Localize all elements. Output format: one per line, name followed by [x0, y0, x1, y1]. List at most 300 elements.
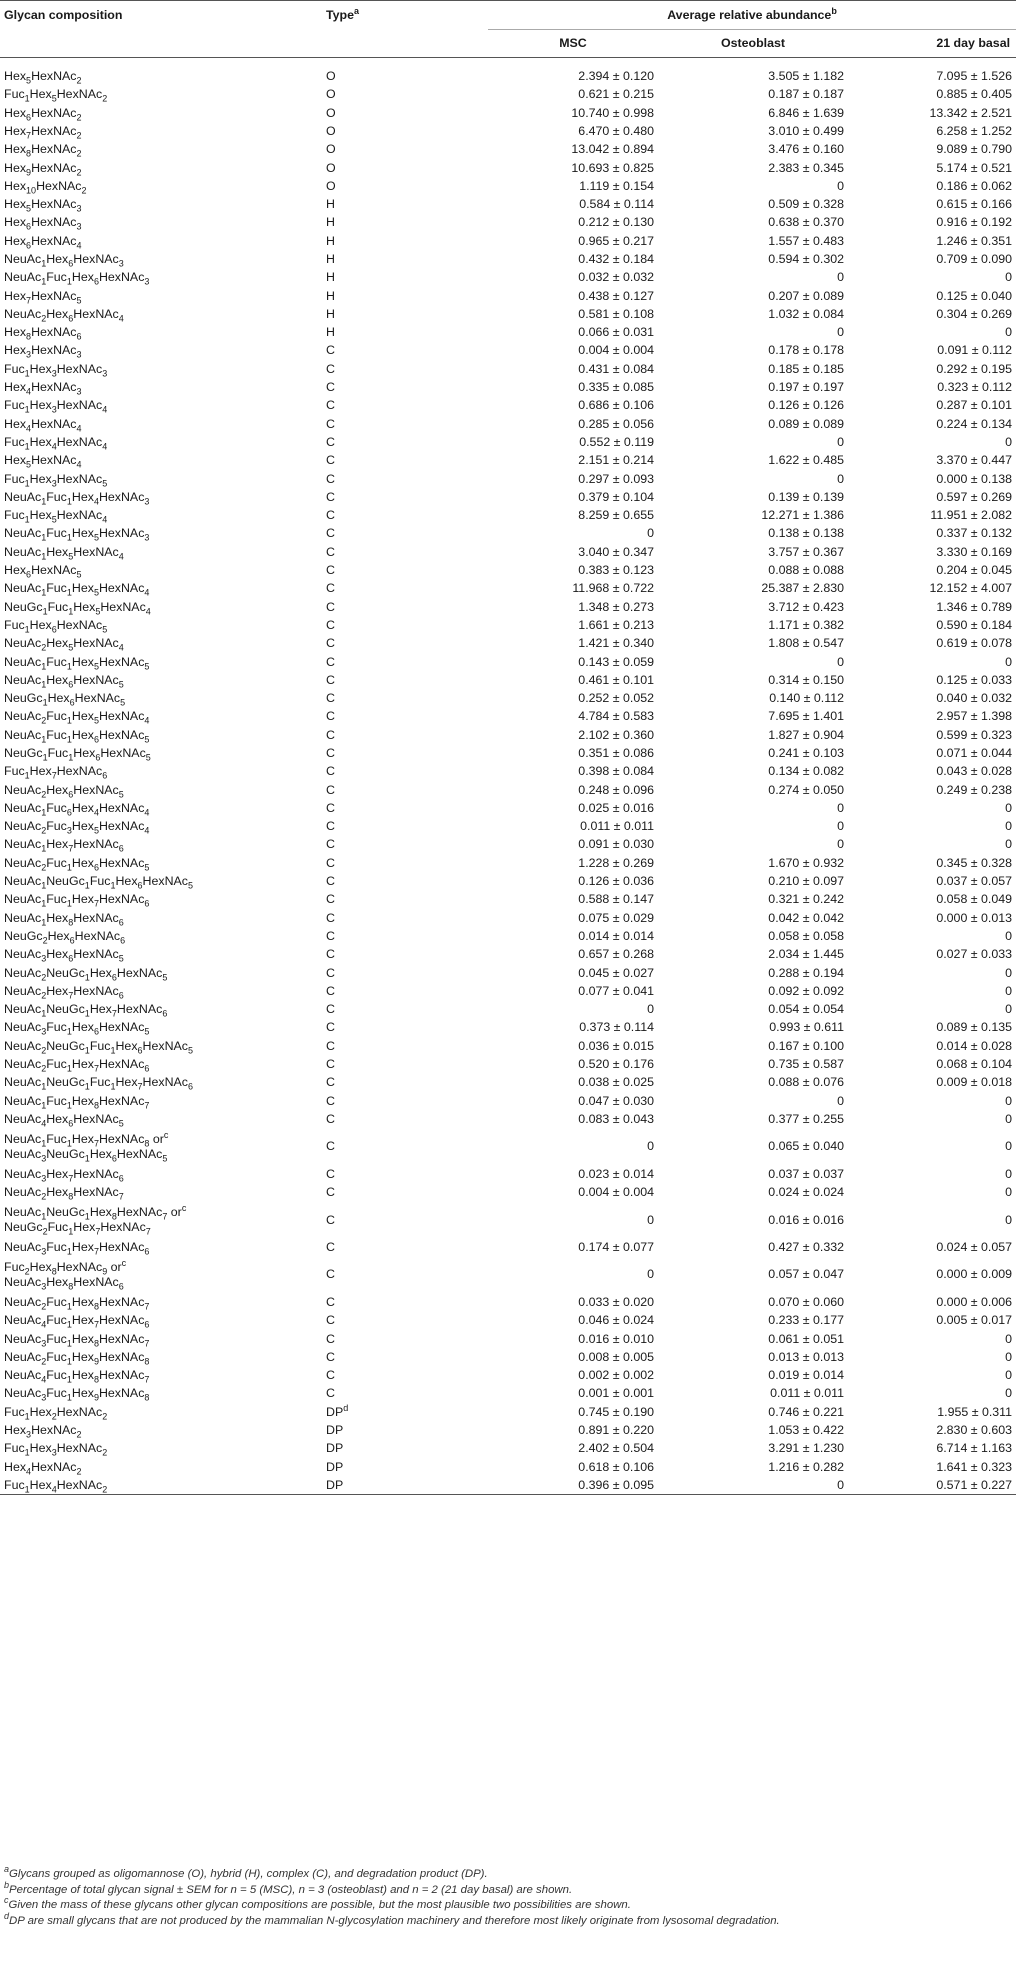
type-value: C: [326, 1038, 335, 1053]
cell-composition: [0, 1403, 322, 1421]
monosaccharide: Fuc: [4, 1260, 25, 1275]
table-row: [0, 909, 1016, 927]
composition-line: [4, 361, 108, 379]
composition-line: [4, 1166, 124, 1184]
cell-msc: 0.004 ± 0.004: [578, 1185, 654, 1200]
composition-line: [4, 288, 82, 306]
monosaccharide: Hex: [71, 1057, 94, 1072]
cell-msc: 8.259 ± 0.655: [578, 508, 654, 523]
monosaccharide-count: 5: [76, 295, 82, 306]
monosaccharide-count: 6: [118, 1281, 124, 1292]
monosaccharide-count: 4: [102, 404, 108, 415]
cell-osteoblast: 0.126 ± 0.126: [768, 398, 844, 413]
monosaccharide-count: 1: [66, 1026, 72, 1037]
monosaccharide: HexNAc: [100, 1219, 146, 1234]
monosaccharide: Fuc: [4, 1404, 25, 1419]
cell-osteoblast: 0: [837, 837, 844, 852]
monosaccharide-count: 6: [118, 843, 124, 854]
cell-osteoblast: 0.024 ± 0.024: [768, 1185, 844, 1200]
type-value: H: [326, 325, 335, 340]
footnote-marker: d: [4, 1910, 10, 1921]
monosaccharide-count: 2: [41, 862, 47, 873]
monosaccharide-count: 6: [137, 880, 143, 891]
type-value: O: [326, 178, 336, 193]
cell-type: [322, 250, 488, 268]
cell-composition: [0, 213, 322, 231]
monosaccharide-count: 1: [110, 880, 116, 891]
type-value: C: [326, 1368, 335, 1383]
cell-osteoblast: 0: [837, 178, 844, 193]
composition-line: [4, 215, 82, 232]
table-row: [0, 305, 1016, 323]
table-row: [0, 195, 1016, 213]
type-value: C: [326, 1020, 335, 1035]
cell-21-day-basal: 3.370 ± 0.447: [936, 453, 1013, 468]
cell-type: [322, 982, 488, 1000]
monosaccharide: Hex: [29, 508, 52, 523]
monosaccharide: Hex: [71, 892, 94, 907]
cell-osteoblast: 0.321 ± 0.242: [768, 892, 844, 907]
cell-type: [322, 195, 488, 213]
type-value: C: [326, 1093, 335, 1108]
monosaccharide-count: 4: [144, 587, 150, 598]
monosaccharide: Hex: [71, 819, 94, 834]
cell-msc: 0.014 ± 0.014: [578, 928, 654, 943]
table-row: [0, 1092, 1016, 1110]
monosaccharide: Hex: [47, 691, 70, 706]
monosaccharide-count: 7: [93, 1138, 99, 1149]
monosaccharide-count: 1: [66, 1319, 72, 1330]
cell-msc: 0.045 ± 0.027: [578, 965, 654, 980]
cell-composition: [0, 890, 322, 908]
composition-line: [4, 197, 82, 214]
cell-osteoblast: 0: [837, 819, 844, 834]
cell-type: [322, 213, 488, 231]
monosaccharide: HexNAc: [142, 1075, 188, 1090]
monosaccharide-count: 6: [144, 1246, 150, 1257]
monosaccharide-count: 1: [41, 1138, 47, 1149]
monosaccharide-count: 1: [66, 862, 72, 873]
cell-osteoblast: 1.216 ± 0.282: [768, 1459, 844, 1474]
type-value: C: [326, 1166, 335, 1181]
monosaccharide-count: 3: [51, 368, 57, 379]
cell-composition: [0, 872, 322, 890]
type-value: C: [326, 471, 335, 486]
monosaccharide-count: 6: [120, 935, 126, 946]
monosaccharide-count: 9: [93, 1356, 99, 1367]
cell-21-day-basal: 0: [1005, 837, 1013, 852]
table-row: [0, 1348, 1016, 1366]
cell-21-day-basal: 0.249 ± 0.238: [936, 782, 1013, 797]
cell-msc: 0.033 ± 0.020: [578, 1294, 654, 1309]
monosaccharide-count: 2: [41, 789, 47, 800]
cell-msc: 0.432 ± 0.184: [578, 251, 654, 266]
monosaccharide: NeuAc: [4, 874, 42, 889]
monosaccharide: NeuAc: [4, 654, 42, 669]
cell-type: [322, 726, 488, 744]
cell-msc: 0.011 ± 0.011: [580, 819, 654, 834]
type-value: C: [326, 965, 335, 980]
cell-type: [322, 835, 488, 853]
cell-composition: [0, 1366, 322, 1384]
composition-line: [4, 1057, 150, 1074]
composition-footnote: c: [121, 1258, 127, 1269]
type-value: O: [326, 87, 336, 102]
monosaccharide-count: 3: [76, 221, 82, 232]
type-value: C: [326, 453, 335, 468]
table-row: [0, 85, 1016, 103]
cell-composition: [0, 744, 322, 762]
table-row: [0, 1476, 1016, 1495]
monosaccharide-count: 9: [26, 166, 32, 177]
cell-msc: 0.008 ± 0.005: [578, 1349, 654, 1364]
monosaccharide-count: 6: [68, 258, 74, 269]
monosaccharide-count: 5: [26, 459, 32, 470]
cell-osteoblast: 1.557 ± 0.483: [768, 233, 844, 248]
cell-composition: [0, 634, 322, 652]
cell-composition: [0, 909, 322, 927]
cell-type: [322, 1476, 488, 1495]
monosaccharide: NeuAc: [4, 837, 42, 852]
monosaccharide-count: 6: [68, 953, 74, 964]
cell-composition: [0, 1348, 322, 1366]
monosaccharide: NeuAc: [4, 1294, 42, 1309]
monosaccharide: Hex: [73, 599, 96, 614]
cell-composition: [0, 781, 322, 799]
monosaccharide-count: 8: [26, 148, 32, 159]
cell-composition: [0, 616, 322, 634]
monosaccharide-count: 5: [93, 660, 99, 671]
monosaccharide: Fuc: [46, 654, 67, 669]
header-spacer: [322, 30, 488, 58]
monosaccharide: HexNAc: [98, 1020, 145, 1035]
type-value: C: [326, 1212, 335, 1227]
monosaccharide: Hex: [4, 215, 27, 230]
type-value: C: [326, 489, 335, 504]
monosaccharide-count: 7: [111, 1008, 117, 1019]
cell-type: [322, 890, 488, 908]
monosaccharide: HexNAc: [98, 819, 145, 834]
cell-composition: [0, 506, 322, 524]
cell-type: [322, 433, 488, 451]
table-row: [0, 689, 1016, 707]
cell-msc: 0.438 ± 0.127: [578, 288, 654, 303]
monosaccharide: HexNAc: [56, 434, 103, 449]
type-value: O: [326, 142, 336, 157]
cell-osteoblast: 3.712 ± 0.423: [768, 599, 844, 614]
monosaccharide: HexNAc: [31, 325, 77, 340]
cell-msc: 0.002 ± 0.002: [578, 1368, 654, 1383]
monosaccharide: Hex: [89, 1002, 112, 1017]
composition-line: [4, 892, 150, 909]
monosaccharide-count: 6: [162, 1008, 168, 1019]
monosaccharide-count: 5: [26, 75, 32, 86]
table-row: [0, 616, 1016, 634]
composition-line: [4, 1093, 150, 1111]
monosaccharide: Fuc: [46, 709, 67, 724]
monosaccharide-count: 6: [68, 679, 74, 690]
cell-21-day-basal: 0: [1005, 1093, 1013, 1108]
table-row: [0, 872, 1016, 890]
monosaccharide-count: 9: [93, 1392, 99, 1403]
cell-type: [322, 1384, 488, 1402]
monosaccharide: HexNAc: [31, 1459, 77, 1474]
monosaccharide-count: 8: [144, 1138, 150, 1149]
composition-line: [4, 105, 82, 123]
type-value: C: [326, 1075, 335, 1090]
monosaccharide: HexNAc: [73, 837, 119, 852]
monosaccharide: Hex: [71, 1368, 94, 1383]
cell-msc: 0.383 ± 0.123: [578, 563, 654, 578]
monosaccharide: Hex: [4, 197, 27, 212]
cell-composition: [0, 341, 322, 359]
composition-line: [4, 965, 168, 983]
monosaccharide: HexNAc: [31, 288, 77, 303]
cell-composition: [0, 762, 322, 780]
monosaccharide: HexNAc: [73, 1111, 119, 1126]
cell-type: [322, 122, 488, 140]
composition-line: [4, 306, 124, 324]
monosaccharide: HexNAc: [98, 270, 145, 285]
monosaccharide: Fuc: [47, 746, 69, 760]
monosaccharide-count: 5: [118, 679, 124, 690]
cell-msc: 0.046 ± 0.024: [578, 1313, 654, 1328]
table-row: [0, 1073, 1016, 1091]
monosaccharide-count: 6: [69, 935, 75, 946]
monosaccharide: Fuc: [46, 1240, 67, 1255]
monosaccharide: HexNAc: [98, 800, 145, 815]
cell-osteoblast: 1.827 ± 0.904: [768, 727, 844, 742]
type-value: C: [326, 343, 335, 358]
table-row: [0, 1329, 1016, 1347]
cell-osteoblast: 0.057 ± 0.047: [768, 1267, 844, 1282]
cell-msc: 3.040 ± 0.347: [578, 544, 654, 559]
monosaccharide-count: 2: [41, 642, 47, 653]
monosaccharide-count: 5: [26, 203, 32, 214]
composition-line: [4, 727, 150, 745]
cell-osteoblast: 0.993 ± 0.611: [769, 1020, 844, 1035]
cell-composition: [0, 1476, 322, 1495]
cell-msc: 0.621 ± 0.215: [578, 87, 654, 102]
cell-osteoblast: 0.185 ± 0.185: [768, 361, 844, 376]
composition-line: [4, 325, 82, 342]
cell-osteoblast: 0.092 ± 0.092: [768, 983, 844, 998]
footnote: [4, 1864, 1012, 1883]
monosaccharide: Fuc: [46, 855, 67, 870]
composition-line: [4, 636, 124, 653]
monosaccharide-count: 2: [76, 1429, 82, 1440]
cell-type: [322, 1037, 488, 1055]
cell-type: [322, 1348, 488, 1366]
cell-composition: [0, 689, 322, 707]
monosaccharide-count: 1: [68, 752, 74, 763]
cell-21-day-basal: 13.342 ± 2.521: [929, 105, 1013, 120]
monosaccharide: Fuc: [46, 270, 67, 285]
cell-composition: [0, 451, 322, 469]
monosaccharide: Hex: [29, 1404, 52, 1419]
monosaccharide-count: 8: [93, 1337, 99, 1348]
monosaccharide: Hex: [71, 1331, 94, 1346]
monosaccharide-count: 7: [93, 1246, 99, 1257]
monosaccharide: Hex: [4, 288, 27, 303]
composition-line: [4, 800, 150, 818]
cell-composition: [0, 927, 322, 945]
table-row: [0, 323, 1016, 341]
monosaccharide: HexNAc: [31, 123, 77, 138]
type-value: C: [326, 581, 335, 596]
cell-21-day-basal: 0.885 ± 0.405: [936, 87, 1013, 102]
type-value: H: [326, 270, 335, 285]
monosaccharide: HexNAc: [31, 69, 77, 84]
monosaccharide-count: 8: [68, 1191, 74, 1202]
monosaccharide: Hex: [71, 1349, 94, 1364]
monosaccharide-count: 8: [93, 1100, 99, 1111]
monosaccharide-count: 2: [102, 1484, 108, 1495]
cell-composition: [0, 817, 322, 835]
cell-21-day-basal: 0.071 ± 0.044: [936, 746, 1013, 760]
cell-21-day-basal: 12.152 ± 4.007: [929, 581, 1013, 596]
table-row: [0, 488, 1016, 506]
monosaccharide: HexNAc: [36, 178, 82, 193]
monosaccharide-count: 1: [24, 624, 30, 635]
monosaccharide: NeuAc: [4, 1111, 42, 1126]
type-value: C: [326, 874, 335, 889]
cell-composition: [0, 1238, 322, 1256]
type-value: C: [326, 892, 335, 907]
cell-21-day-basal: 3.330 ± 0.169: [936, 544, 1013, 559]
type-value: C: [326, 636, 335, 651]
monosaccharide-count: 6: [93, 276, 99, 287]
cell-msc: 0.581 ± 0.108: [578, 306, 654, 321]
monosaccharide: HexNAc: [98, 1057, 145, 1072]
cell-osteoblast: 0.735 ± 0.587: [768, 1057, 844, 1072]
monosaccharide-count: 2: [76, 130, 82, 141]
monosaccharide-count: 4: [93, 496, 99, 507]
cell-21-day-basal: 0: [1005, 1002, 1013, 1017]
cell-composition: [0, 964, 322, 982]
footnote-marker: b: [4, 1879, 10, 1890]
monosaccharide: Fuc: [46, 1294, 67, 1309]
monosaccharide-count: 5: [76, 569, 82, 580]
monosaccharide: NeuGc: [4, 599, 43, 614]
cell-type: [322, 561, 488, 579]
cell-21-day-basal: 2.957 ± 1.398: [936, 709, 1013, 724]
cell-type: [322, 104, 488, 122]
type-value: O: [326, 160, 336, 175]
monosaccharide: Hex: [71, 581, 94, 596]
cell-composition: [0, 1256, 322, 1293]
cell-msc: 1.421 ± 0.340: [578, 636, 654, 651]
cell-composition: [0, 305, 322, 323]
cell-osteoblast: 1.670 ± 0.932: [768, 855, 844, 870]
monosaccharide-count: 8: [93, 1374, 99, 1385]
cell-msc: 10.740 ± 0.998: [571, 105, 654, 120]
header-average-relative-abundance: [488, 1, 1016, 30]
monosaccharide-count: 6: [144, 898, 150, 909]
monosaccharide: HexNAc: [73, 251, 119, 266]
cell-type: [322, 543, 488, 561]
monosaccharide: Hex: [46, 983, 69, 998]
monosaccharide-count: 7: [68, 1173, 74, 1184]
cell-msc: 6.470 ± 0.480: [578, 123, 654, 138]
monosaccharide-count: 4: [144, 715, 150, 726]
monosaccharide-count: 3: [41, 1281, 47, 1292]
monosaccharide-count: 3: [118, 258, 124, 269]
table-row: [0, 579, 1016, 597]
cell-osteoblast: 0: [837, 270, 844, 285]
table-row: [0, 415, 1016, 433]
header-gap: [0, 58, 1016, 68]
cell-composition: [0, 177, 322, 195]
table-row: [0, 927, 1016, 945]
monosaccharide-count: 3: [76, 386, 82, 397]
monosaccharide-count: 1: [42, 752, 48, 763]
table-row: [0, 543, 1016, 561]
monosaccharide-count: 2: [41, 1045, 47, 1056]
cell-msc: 0.398 ± 0.084: [578, 764, 654, 779]
monosaccharide: NeuAc: [4, 672, 42, 687]
cell-composition: [0, 1201, 322, 1238]
monosaccharide: HexNAc: [56, 1477, 103, 1492]
cell-21-day-basal: 0.005 ± 0.017: [936, 1313, 1013, 1328]
cell-composition: [0, 85, 322, 103]
table-row: [0, 854, 1016, 872]
monosaccharide-count: 7: [93, 898, 99, 909]
monosaccharide: HexNAc: [116, 965, 163, 980]
monosaccharide: HexNAc: [98, 489, 145, 504]
monosaccharide-count: 4: [26, 1466, 32, 1477]
monosaccharide-count: 7: [145, 1226, 151, 1237]
cell-osteoblast: 0.377 ± 0.255: [768, 1111, 844, 1126]
monosaccharide: HexNAc: [56, 398, 103, 413]
monosaccharide: Fuc: [46, 1093, 67, 1108]
cell-type: [322, 781, 488, 799]
monosaccharide: HexNAc: [98, 892, 145, 907]
monosaccharide: Fuc: [4, 361, 25, 376]
composition-line: [4, 251, 124, 269]
cell-21-day-basal: 0.125 ± 0.040: [936, 288, 1013, 303]
monosaccharide-count: 5: [93, 825, 99, 836]
monosaccharide-count: 7: [118, 1191, 124, 1202]
table-row: [0, 890, 1016, 908]
monosaccharide: Fuc: [46, 1386, 67, 1401]
monosaccharide: HexNAc: [74, 691, 121, 706]
cell-osteoblast: 0.233 ± 0.177: [768, 1313, 844, 1328]
type-value: H: [326, 197, 335, 212]
composition-line: [4, 819, 150, 836]
cell-type: [322, 140, 488, 158]
cell-composition: [0, 835, 322, 853]
cell-type: [322, 1055, 488, 1073]
monosaccharide: NeuAc: [4, 1093, 42, 1108]
cell-osteoblast: 0.016 ± 0.016: [768, 1212, 844, 1227]
monosaccharide: HexNAc: [56, 1260, 103, 1275]
cell-osteoblast: 0: [837, 654, 844, 669]
cell-21-day-basal: 0.091 ± 0.112: [937, 343, 1013, 358]
table-row: [0, 67, 1016, 85]
table-row: [0, 1403, 1016, 1421]
cell-msc: 2.151 ± 0.214: [578, 453, 654, 468]
cell-msc: 2.102 ± 0.360: [578, 727, 654, 742]
monosaccharide-count: 1: [41, 1008, 47, 1019]
cell-21-day-basal: 0.009 ± 0.018: [936, 1075, 1013, 1090]
monosaccharide: Fuc: [4, 764, 25, 779]
monosaccharide: NeuGc: [4, 928, 43, 943]
monosaccharide-count: 4: [93, 807, 99, 818]
cell-21-day-basal: 1.346 ± 0.789: [936, 599, 1013, 614]
table-row: [0, 433, 1016, 451]
cell-osteoblast: 0.134 ± 0.082: [768, 764, 844, 779]
